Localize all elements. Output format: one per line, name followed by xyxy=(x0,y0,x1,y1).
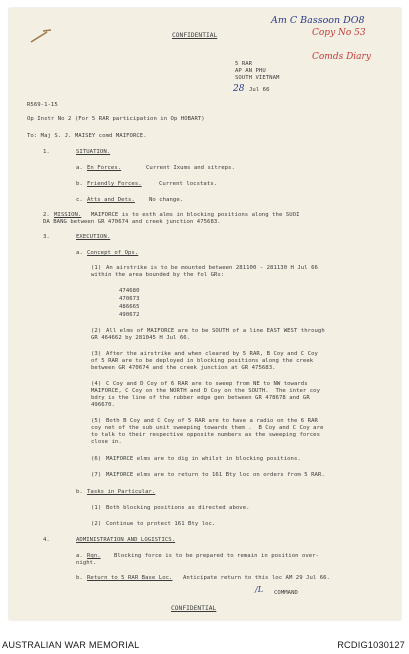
return-heading: Return to 5 RAR Base Loc. xyxy=(87,575,173,581)
para-2-line-1: All elms of MAIFORCE are to be SOUTH of a line EAST WEST through xyxy=(106,328,325,334)
section-1-num: 1. xyxy=(43,149,50,155)
to-line: To: Maj S. J. MAISEY comd MAIFORCE. xyxy=(27,133,147,139)
para-5-line-1: Both B Coy and C Coy of 5 RAR are to have a radio on the 6 RAR xyxy=(106,418,318,424)
para-num: (1) xyxy=(91,505,102,511)
copy-number: Copy No 53 xyxy=(312,28,366,38)
document-page xyxy=(9,8,401,620)
signature-mark: /L xyxy=(255,585,264,594)
para-4-line-4: 496670. xyxy=(91,402,115,408)
mission-heading: MISSION. xyxy=(54,212,82,218)
section-2-num: 2. xyxy=(43,212,50,218)
para-1-line-2: within the area bounded by the fol GRs: xyxy=(91,272,225,278)
para-6-line-1: MAIFORCE elms are to dig in whilst in blocking positions. xyxy=(106,456,301,462)
para-2-line-2: GR 464662 by 281045 H Jul 66. xyxy=(91,335,191,341)
section-4-num: 4. xyxy=(43,537,50,543)
grid-ref: 490672 xyxy=(119,312,140,318)
friendly-forces-heading: Friendly Forces. xyxy=(87,181,142,187)
atts-dets-text: No change. xyxy=(149,197,184,203)
staple-mark-icon xyxy=(29,28,55,46)
para-num: (7) xyxy=(91,472,102,478)
date-text: Jul 66 xyxy=(249,87,270,93)
comds-diary-note: Comds Diary xyxy=(312,52,371,62)
atts-dets-heading: Atts and Dets. xyxy=(87,197,135,203)
para-3-line-1: After the airstrike and when cleared by 5 RAR, B Coy and C Coy xyxy=(106,351,318,357)
mission-text-2: DA BANG between GR 470674 and creek junction 475683. xyxy=(43,219,221,225)
mission-text-1: MAIFORCE is to esth alms in blocking positions along the SUOI xyxy=(91,212,300,218)
para-num: (4) xyxy=(91,381,102,387)
item-letter: a. xyxy=(76,250,83,256)
task-1-text: Both blocking positions as directed above. xyxy=(106,505,250,511)
para-3-line-3: between GR 470674 and the creek junction at GR 475683. xyxy=(91,365,276,371)
para-num: (1) xyxy=(91,265,102,271)
para-5-line-4: close in. xyxy=(91,439,122,445)
item-letter: b. xyxy=(76,181,83,187)
para-4-line-2: MAIFORCE, C Coy on the NORTH and D Coy on the SOUTH. The inter coy xyxy=(91,388,320,394)
para-4-line-1: C Coy and D Coy of 6 RAR are to sweep from NE to NW towards xyxy=(106,381,308,387)
classification-top: CONFIDENTIAL xyxy=(172,32,218,39)
admin-heading: ADMINISTRATION AND LOGISTICS. xyxy=(76,537,176,543)
para-4-line-3: bdry is the line of the rubber edge gen between GR 478678 and GR xyxy=(91,395,310,401)
para-5-line-3: to talk to their respective opposite numbers as the sweeping forces xyxy=(91,432,320,438)
para-num: (5) xyxy=(91,418,102,424)
para-num: (3) xyxy=(91,351,102,357)
item-letter: b. xyxy=(76,489,83,495)
date-handwritten: 28 xyxy=(233,84,245,94)
archive-footer xyxy=(0,636,409,654)
archive-name: AUSTRALIAN WAR MEMORIAL xyxy=(2,640,140,650)
para-5-line-2: coy net of the sub unit sweeping towards them . B Coy and C Coy are xyxy=(91,425,324,431)
para-3-line-2: of 5 RAR are to be deployed in blocking positions along the creek xyxy=(91,358,314,364)
execution-heading: EXECUTION. xyxy=(76,234,111,240)
signature-command: COMMAND xyxy=(274,590,298,596)
en-forces-heading: En Forces. xyxy=(87,165,122,171)
document-title: Op Instr No 2 (For 5 RAR participation in Op HOBART) xyxy=(27,116,205,122)
item-letter: b. xyxy=(76,575,83,581)
para-1-line-1: An airstrike is to be mounted between 281100 - 281130 H Jul 66 xyxy=(106,265,318,271)
grid-ref: 470673 xyxy=(119,296,140,302)
archive-id: RCDIG1030127 xyxy=(337,640,405,650)
para-num: (2) xyxy=(91,328,102,334)
en-forces-text: Current Ixums and sitreps. xyxy=(146,165,235,171)
grid-ref: 486665 xyxy=(119,304,140,310)
classification-bottom: CONFIDENTIAL xyxy=(171,605,217,612)
section-3-num: 3. xyxy=(43,234,50,240)
rqn-heading: Rqn. xyxy=(87,553,101,559)
unit-line-1: 5 RAR xyxy=(235,61,253,67)
para-num: (6) xyxy=(91,456,102,462)
rqn-line-2: night. xyxy=(76,560,97,566)
unit-line-3: SOUTH VIETNAM xyxy=(235,75,280,81)
para-7-line-1: MAIFORCE elms are to return to 161 Bty loc on orders from 5 RAR. xyxy=(106,472,325,478)
item-letter: a. xyxy=(76,553,83,559)
concept-of-ops-heading: Concept of Ops. xyxy=(87,250,139,256)
item-letter: a. xyxy=(76,165,83,171)
handwritten-note: Am C Bassoon DO8 xyxy=(271,15,365,26)
friendly-forces-text: Current locstats. xyxy=(159,181,218,187)
item-letter: c. xyxy=(76,197,83,203)
task-2-text: Continue to protect 161 Bty loc. xyxy=(106,521,216,527)
para-num: (2) xyxy=(91,521,102,527)
unit-line-2: AP AN PHU xyxy=(235,68,266,74)
file-reference: R569-1-15 xyxy=(27,102,58,108)
rqn-line-1: Blocking force is to be prepared to remain in position over- xyxy=(114,553,320,559)
return-text: Anticipate return to this loc AM 29 Jul 66. xyxy=(183,575,330,581)
section-1-heading: SITUATION. xyxy=(76,149,111,155)
grid-ref: 474680 xyxy=(119,288,140,294)
tasks-heading: Tasks in Particular. xyxy=(87,489,156,495)
